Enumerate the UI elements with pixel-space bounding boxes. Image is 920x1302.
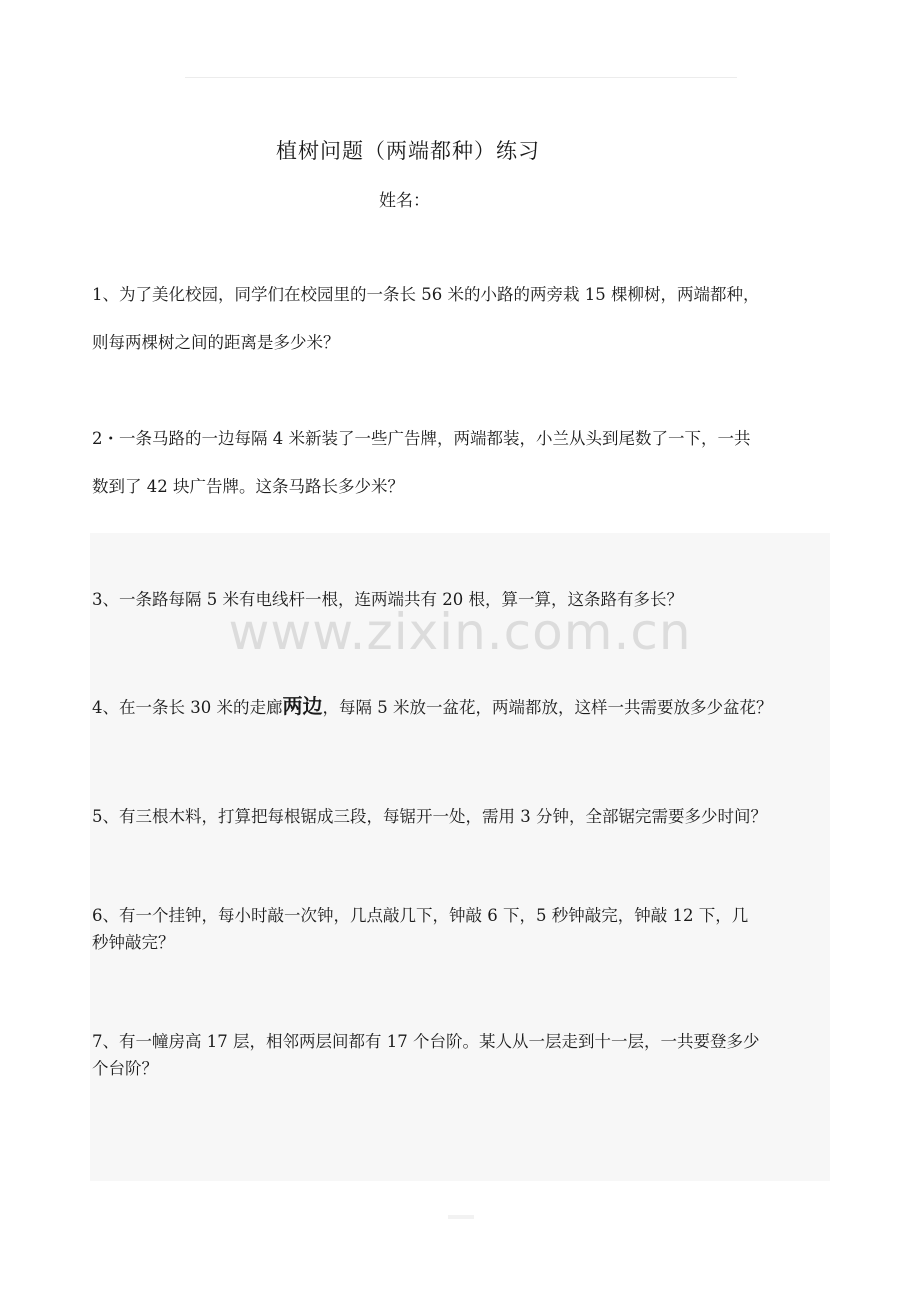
question-4-emphasis: 两边 bbox=[282, 694, 323, 718]
footer-mark bbox=[448, 1215, 474, 1219]
question-7-line-2: 个台阶？ bbox=[92, 1059, 158, 1078]
question-5-line-1: 5、有三根木料，打算把每根锯成三段，每锯开一处，需用 3 分钟，全部锯完需要多少时间？ bbox=[92, 807, 767, 826]
question-3 bbox=[92, 586, 830, 610]
question-6 bbox=[92, 902, 830, 956]
question-6-line-2: 秒钟敲完？ bbox=[92, 933, 175, 952]
page-title: 植树问题（两端都种）练习 bbox=[276, 139, 540, 163]
question-1-line-1: 1、为了美化校园，同学们在校园里的一条长 56 米的小路的两旁栽 15 棵柳树，两端都种， bbox=[92, 285, 760, 304]
name-label: 姓名： bbox=[379, 191, 430, 211]
question-5 bbox=[92, 803, 830, 827]
question-4-text-before: 4、在一条长 30 米的走廊 bbox=[92, 698, 283, 717]
header-rule bbox=[185, 77, 737, 78]
question-7 bbox=[92, 1028, 830, 1082]
question-3-line-1: 3、一条路每隔 5 米有电线杆一根，连两端共有 20 根，算一算，这条路有多长？ bbox=[92, 590, 683, 609]
question-4 bbox=[92, 690, 830, 719]
question-7-line-1: 7、有一幢房高 17 层，相邻两层间都有 17 个台阶。某人从一层走到十一层，一共要登多少 bbox=[92, 1032, 760, 1051]
question-2-line-1: 2・一条马路的一边每隔 4 米新装了一些广告牌，两端都装，小兰从头到尾数了一下，一共 bbox=[92, 429, 751, 448]
question-1-line-2: 则每两棵树之间的距离是多少米？ bbox=[92, 333, 340, 352]
question-1 bbox=[92, 282, 830, 378]
question-4-line-1 bbox=[92, 690, 830, 719]
question-2 bbox=[92, 426, 830, 522]
watermark: www.zixin.com.cn bbox=[228, 603, 692, 661]
question-2-line-2: 数到了 42 块广告牌。这条马路长多少米？ bbox=[92, 477, 404, 496]
question-6-line-1: 6、有一个挂钟，每小时敲一次钟，几点敲几下，钟敲 6 下，5 秒钟敲完，钟敲 12 下，几 bbox=[92, 906, 749, 925]
question-4-text-after: ，每隔 5 米放一盆花，两端都放，这样一共需要放多少盆花？ bbox=[322, 698, 773, 717]
